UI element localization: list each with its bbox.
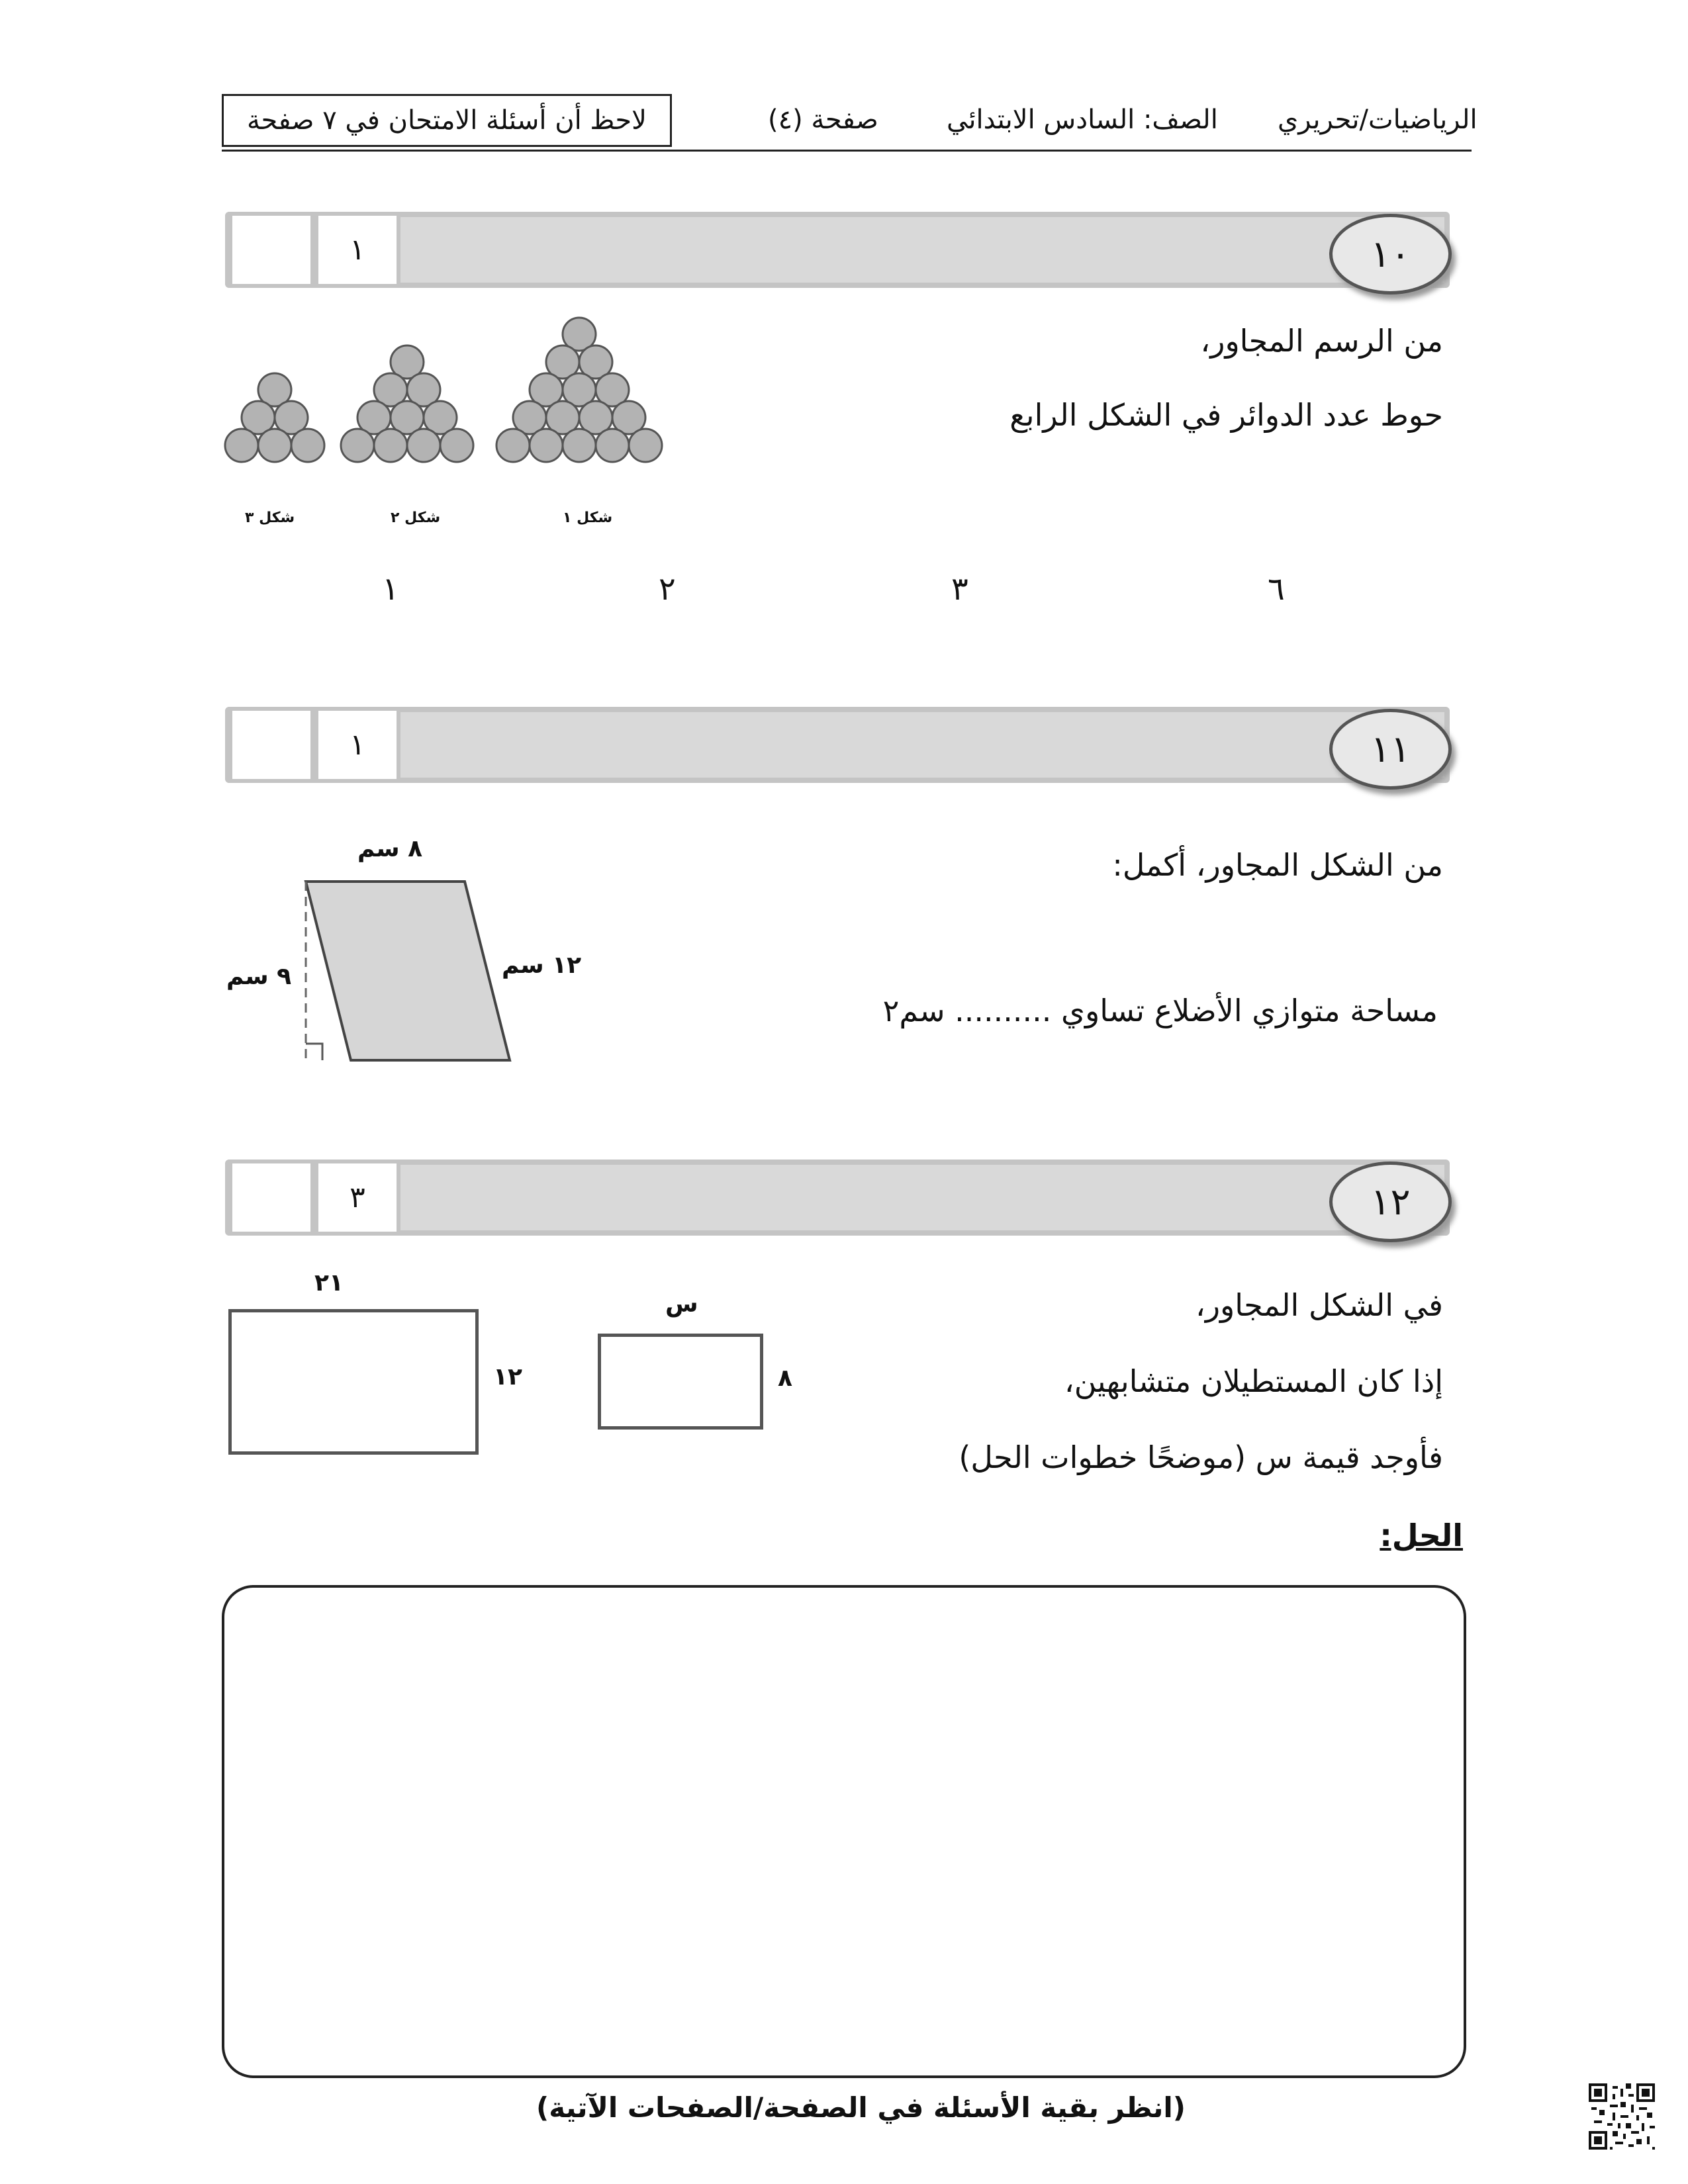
big-rectangle-width-label: ٢١: [314, 1269, 344, 1297]
figure-1-label: شكل ١: [563, 510, 613, 526]
small-rectangle-width-label: س: [665, 1291, 698, 1318]
figure-1-circles: [496, 318, 662, 462]
footer-note: (انظر بقية الأسئلة في الصفحة/الصفحات الآتية): [536, 2091, 1186, 2124]
question-10-line-1: من الرسم المجاور،: [1200, 323, 1443, 359]
question-10-line-2: حوط عدد الدوائر في الشكل الرابع: [1009, 397, 1443, 433]
question-12-line-2: إذا كان المستطيلان متشابهين،: [1064, 1363, 1443, 1399]
question-10-number: ١٠: [1329, 214, 1452, 295]
parallelogram-top-label: ٨ سم: [357, 835, 423, 862]
question-12-line-1: في الشكل المجاور،: [1195, 1287, 1443, 1323]
question-12-line-3: فأوجد قيمة س (موضحًا خطوات الحل): [959, 1439, 1443, 1475]
option-b[interactable]: ٣: [951, 570, 968, 608]
question-11-score-cell[interactable]: [228, 707, 314, 783]
question-10-marks: ١: [314, 212, 400, 288]
qr-code-icon: [1589, 2083, 1655, 2150]
question-11-line-1: من الشكل المجاور، أكمل:: [1112, 847, 1443, 883]
figure-2-label: شكل ٢: [391, 510, 441, 526]
question-11-bar: [225, 707, 1450, 783]
option-d[interactable]: ١: [382, 570, 399, 608]
parallelogram-height-label: ٩ سم: [226, 963, 292, 990]
parallelogram-figure: [291, 874, 530, 1072]
parallelogram-side-label: ١٢ سم: [502, 952, 582, 979]
figure-3-circles: [225, 373, 324, 462]
question-11-marks: ١: [314, 707, 400, 783]
small-rectangle: [598, 1334, 763, 1430]
question-12-score-cell[interactable]: [228, 1160, 314, 1236]
figure-2-circles: [341, 345, 473, 462]
big-rectangle: [228, 1309, 479, 1455]
question-12-marks: ٣: [314, 1160, 400, 1236]
question-11-line-2: مساحة متوازي الأضلاع تساوي .......... سم٢: [882, 993, 1438, 1028]
exam-note: لاحظ أن أسئلة الامتحان في ٧ صفحة: [247, 105, 647, 136]
solution-label: الحل:: [1380, 1518, 1463, 1553]
question-11-number: ١١: [1329, 709, 1452, 790]
circles-figure: [218, 304, 682, 536]
header-divider: [222, 150, 1472, 152]
question-10-bar: [225, 212, 1450, 288]
option-a[interactable]: ٦: [1268, 570, 1285, 608]
subject-label: الرياضيات/تحريري: [1278, 105, 1477, 135]
small-rectangle-height-label: ٨: [778, 1365, 792, 1392]
question-12-number: ١٢: [1329, 1161, 1452, 1242]
big-rectangle-height-label: ١٢: [493, 1363, 522, 1390]
question-10-score-cell[interactable]: [228, 212, 314, 288]
figure-3-label: شكل ٣: [245, 510, 295, 526]
page-number: صفحة (٤): [768, 105, 878, 135]
exam-note-box: [222, 94, 672, 147]
grade-label: الصف: السادس الابتدائي: [947, 105, 1218, 135]
option-c[interactable]: ٢: [659, 570, 676, 608]
question-12-bar: [225, 1160, 1450, 1236]
answer-box[interactable]: [222, 1585, 1466, 2078]
